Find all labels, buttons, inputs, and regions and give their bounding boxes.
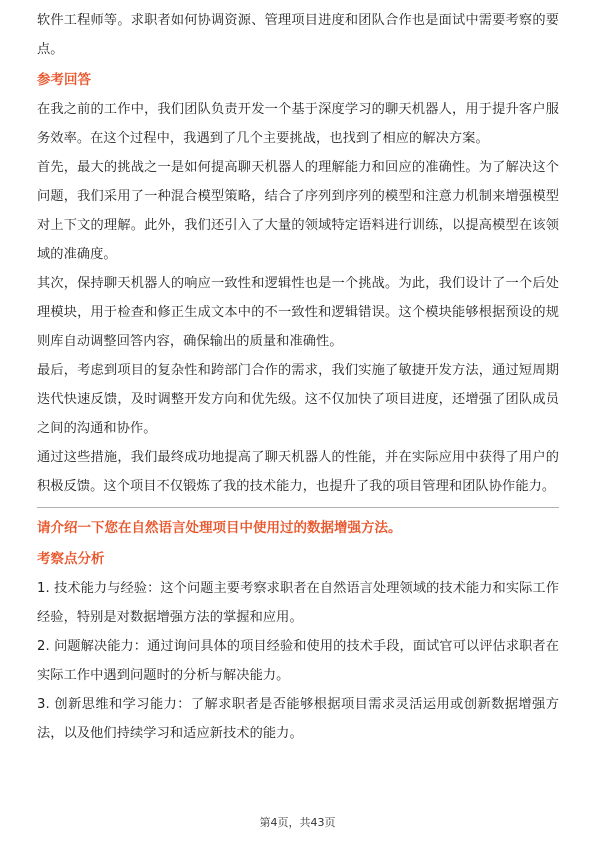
answer-paragraph: 在我之前的工作中，我们团队负责开发一个基于深度学习的聊天机器人，用于提升客户服务效率。在这个过程中，我遇到了几个主要挑战，也找到了相应的解决方案。 bbox=[37, 102, 559, 146]
answer-paragraph: 通过这些措施，我们最终成功地提高了聊天机器人的性能，并在实际应用中获得了用户的积极反馈。这个项目不仅锻炼了我的技术能力，也提升了我的项目管理和团队协作能力。 bbox=[37, 450, 559, 494]
analysis-label: 考察点分析 bbox=[37, 551, 105, 567]
question-heading: 请介绍一下您在自然语言处理项目中使用过的数据增强方法。 bbox=[37, 520, 402, 536]
section-divider bbox=[37, 507, 559, 508]
page-number: 第4页，共43页 bbox=[259, 816, 336, 829]
analysis-item: 3. 创新思维和学习能力：了解求职者是否能够根据项目需求灵活运用或创新数据增强方法，以及他们持续学习和适应新技术的能力。 bbox=[37, 697, 559, 741]
analysis-item: 2. 问题解决能力：通过询问具体的项目经验和使用的技术手段，面试官可以评估求职者在实际工作中遇到问题时的分析与解决能力。 bbox=[37, 639, 559, 683]
answer-paragraph: 其次，保持聊天机器人的响应一致性和逻辑性也是一个挑战。为此，我们设计了一个后处理模块，用于检查和修正生成文本中的不一致性和逻辑错误。这个模块能够根据预设的规则库自动调整回答内容，确保输出的质量和准确性。 bbox=[37, 276, 559, 349]
intro-paragraph: 软件工程师等。求职者如何协调资源、管理项目进度和团队合作也是面试中需要考察的要点。 bbox=[37, 13, 559, 57]
page-content bbox=[37, 6, 559, 748]
analysis-item: 1. 技术能力与经验：这个问题主要考察求职者在自然语言处理领域的技术能力和实际工作经验，特别是对数据增强方法的掌握和应用。 bbox=[37, 581, 559, 625]
answer-paragraph: 最后，考虑到项目的复杂性和跨部门合作的需求，我们实施了敏捷开发方法，通过短周期迭代快速反馈，及时调整开发方向和优先级。这不仅加快了项目进度，还增强了团队成员之间的沟通和协作。 bbox=[37, 363, 559, 436]
answer-paragraph: 首先，最大的挑战之一是如何提高聊天机器人的理解能力和回应的准确性。为了解决这个问题，我们采用了一种混合模型策略，结合了序列到序列的模型和注意力机制来增强模型对上下文的理解。此外，我们还引入了大量的领域特定语料进行训练，以提高模型在该领域的准确度。 bbox=[37, 160, 559, 262]
answer-label: 参考回答 bbox=[37, 72, 91, 88]
